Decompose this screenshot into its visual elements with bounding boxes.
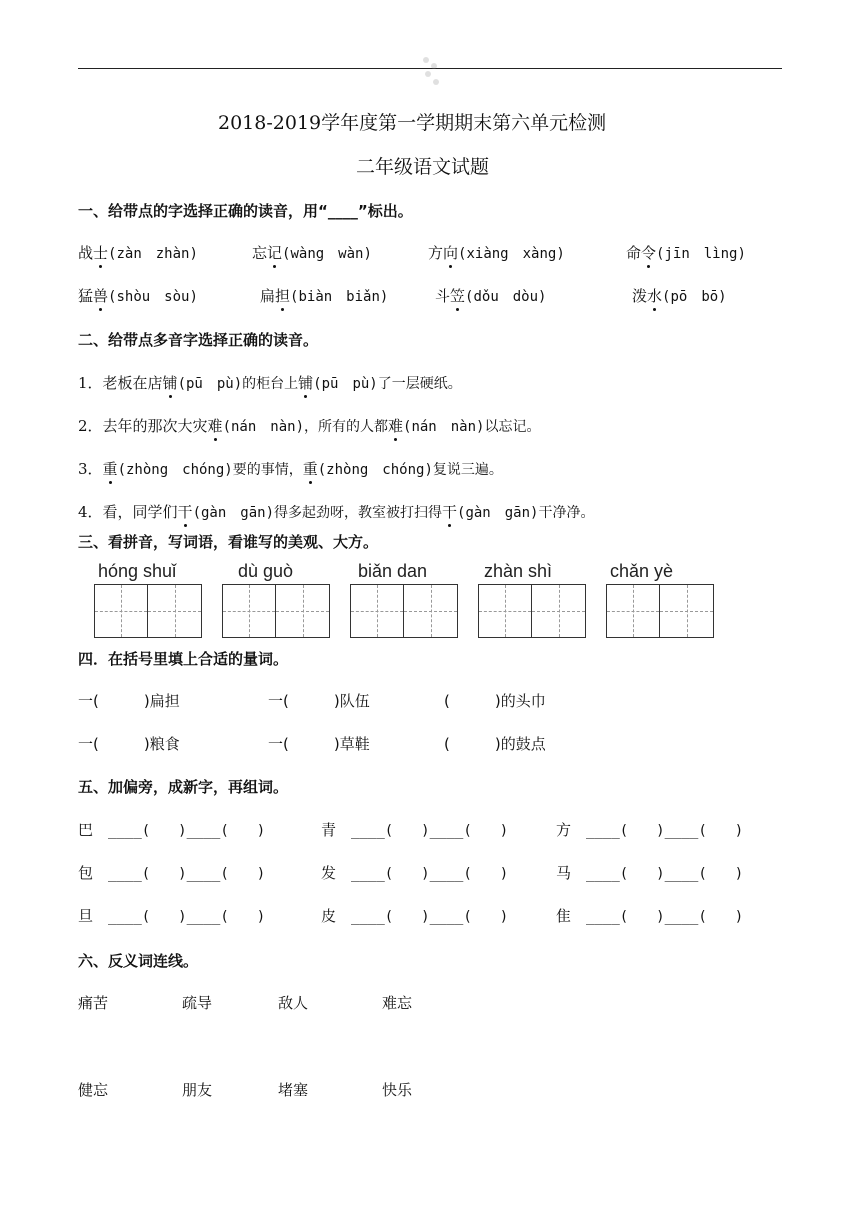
- radical-item: 马 ____( )____( ): [556, 864, 744, 882]
- s1-item: 扁担(biàn biǎn): [260, 287, 389, 305]
- s2-question-1: 1．老板在店铺(pū pù)的柜台上铺(pū pù)了一层硬纸。: [78, 374, 462, 392]
- measure-word-item: 一( )粮食: [78, 735, 180, 753]
- radical-item: 青 ____( )____( ): [321, 821, 509, 839]
- writing-grid[interactable]: [94, 584, 202, 638]
- antonym-word[interactable]: 朋友: [182, 1081, 213, 1099]
- antonym-word[interactable]: 疏导: [182, 994, 213, 1012]
- radical-item: 包 ____( )____( ): [78, 864, 266, 882]
- antonym-word[interactable]: 难忘: [382, 994, 413, 1012]
- exam-title: 2018-2019学年度第一学期期末第六单元检测: [218, 112, 607, 134]
- measure-word-item: ( )的头巾: [444, 692, 546, 710]
- pinyin-label: chǎn yè: [610, 561, 674, 581]
- section-4-heading: 四．在括号里填上合适的量词。: [78, 650, 289, 668]
- s1-item: 斗笠(dǒu dòu): [435, 287, 547, 305]
- pinyin-label: dù guò: [238, 561, 294, 581]
- writing-grid[interactable]: [222, 584, 330, 638]
- measure-word-item: ( )的鼓点: [444, 735, 546, 753]
- s2-question-4: 4．看，同学们干(gàn gān)得多起劲呀，教室被打扫得干(gàn gān)干净净。: [78, 503, 595, 521]
- section-2-heading: 二、给带点多音字选择正确的读音。: [78, 331, 319, 349]
- antonym-word[interactable]: 痛苦: [78, 994, 109, 1012]
- section-3-heading: 三、看拼音，写词语，看谁写的美观、大方。: [78, 533, 379, 551]
- measure-word-item: 一( )队伍: [268, 692, 370, 710]
- s1-item: 泼水(pō bō): [632, 287, 727, 305]
- pinyin-label: zhàn shì: [484, 561, 553, 581]
- radical-item: 隹 ____( )____( ): [556, 907, 744, 925]
- antonym-word[interactable]: 敌人: [278, 994, 309, 1012]
- radical-item: 发 ____( )____( ): [321, 864, 509, 882]
- writing-grid[interactable]: [350, 584, 458, 638]
- pinyin-label: hóng shuǐ: [98, 561, 177, 581]
- s1-item: 战士(zàn zhàn): [78, 244, 198, 262]
- s1-item: 方向(xiàng xàng): [428, 244, 565, 262]
- radical-item: 巴 ____( )____( ): [78, 821, 266, 839]
- s2-question-3: 3．重(zhòng chóng)要的事情，重(zhòng chóng)复说三遍。: [78, 460, 503, 478]
- antonym-word[interactable]: 健忘: [78, 1081, 109, 1099]
- s1-item: 命令(jīn lìng): [626, 244, 746, 262]
- radical-item: 皮 ____( )____( ): [321, 907, 509, 925]
- radical-item: 旦 ____( )____( ): [78, 907, 266, 925]
- s1-item: 忘记(wàng wàn): [252, 244, 372, 262]
- measure-word-item: 一( )草鞋: [268, 735, 370, 753]
- radical-item: 方 ____( )____( ): [556, 821, 744, 839]
- section-6-heading: 六、反义词连线。: [78, 952, 199, 970]
- exam-subtitle: 二年级语文试题: [356, 156, 490, 178]
- pinyin-label: biǎn dan: [358, 561, 428, 581]
- s1-item: 猛兽(shòu sòu): [78, 287, 198, 305]
- antonym-word[interactable]: 堵塞: [278, 1081, 309, 1099]
- writing-grid[interactable]: [606, 584, 714, 638]
- writing-grid[interactable]: [478, 584, 586, 638]
- section-5-heading: 五、加偏旁，成新字，再组词。: [78, 778, 289, 796]
- antonym-word[interactable]: 快乐: [382, 1081, 413, 1099]
- measure-word-item: 一( )扁担: [78, 692, 180, 710]
- s2-question-2: 2．去年的那次大灾难(nán nàn)，所有的人都难(nán nàn)以忘记。: [78, 417, 541, 435]
- watermark-icon: [418, 54, 444, 88]
- section-1-heading: 一、给带点的字选择正确的读音，用“____”标出。: [78, 202, 413, 220]
